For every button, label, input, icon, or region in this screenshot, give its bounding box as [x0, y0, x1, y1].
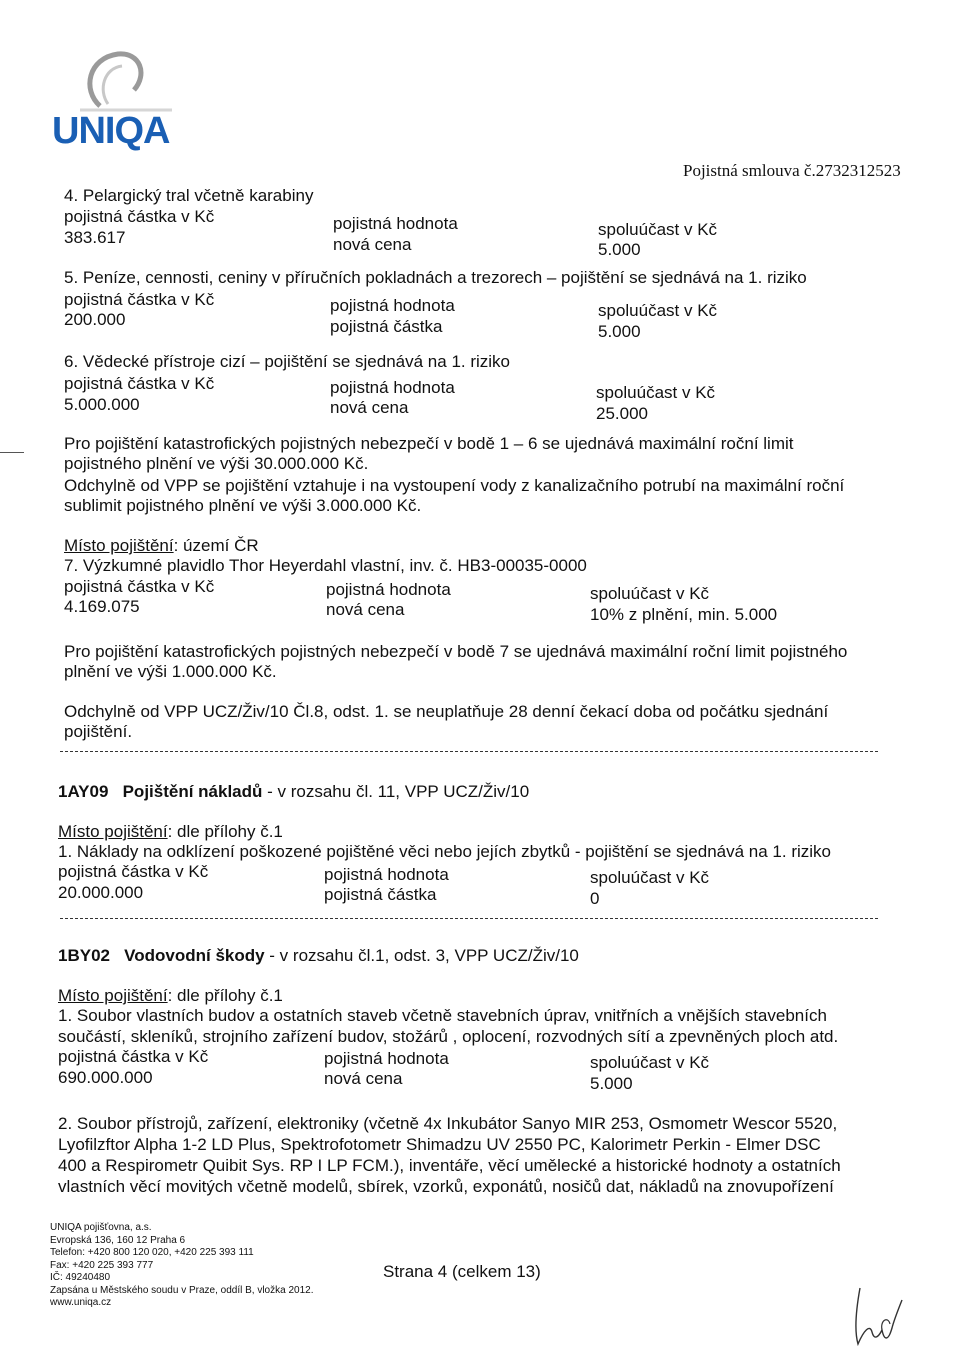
separator-2: [60, 918, 878, 919]
item-4-value-label: pojistná hodnota: [333, 214, 458, 233]
item-7-title: 7. Výzkumné plavidlo Thor Heyerdahl vlastní, inv. č. HB3-00035-0000: [64, 556, 587, 575]
page-number: Strana 4 (celkem 13): [383, 1262, 541, 1281]
place-of-insurance-label: Místo pojištění: [64, 536, 174, 555]
section-1ay09-deductible-value: 0: [590, 889, 600, 908]
item-4-value-value: nová cena: [333, 235, 412, 254]
section-1ay09-code: 1AY09: [58, 782, 109, 801]
item-4-sum-label: pojistná částka v Kč: [64, 207, 215, 226]
item-4-sum-value: 383.617: [64, 228, 126, 247]
uniqa-logo: [52, 40, 202, 152]
section-1by02-item-2-line-4: vlastních věcí movitých včetně modelů, sbírek, vzorků, exponátů, nosičů dat, nákladů na znovupořízení: [58, 1177, 834, 1196]
section-1by02-heading: [58, 946, 579, 966]
waiting-period-line-2: pojištění.: [64, 722, 133, 741]
footer-line: IČ: 49240480: [50, 1272, 111, 1283]
footer-company-info: [50, 1222, 314, 1310]
section-1by02-place: [58, 986, 283, 1006]
margin-mark: [0, 452, 24, 453]
catastrophe-limit-line-1: Pro pojištění katastrofických pojistných nebezpečí v bodě 1 – 6 se ujednává maximální roční limit: [64, 434, 794, 453]
item-7-deductible-value: 10% z plnění, min. 5.000: [590, 605, 778, 624]
footer-line: Zapsána u Městského soudu v Praze, oddíl B, vložka 2012.: [50, 1284, 314, 1296]
section-1by02-name: Vodovodní škody: [124, 946, 265, 965]
item-6-deductible-value: 25.000: [596, 404, 648, 423]
deviation-vpp-line-2: sublimit pojistného plnění ve výši 3.000.000 Kč.: [64, 496, 422, 515]
catastrophe-limit-line-2: pojistného plnění ve výši 30.000.000 Kč.: [64, 454, 369, 473]
section-1by02-deductible-value: 5.000: [590, 1074, 633, 1093]
section-1by02-scope: - v rozsahu čl.1, odst. 3, VPP UCZ/Živ/10: [264, 946, 579, 965]
item-5-deductible-value: 5.000: [598, 322, 641, 341]
section-1ay09-sum-label: pojistná částka v Kč: [58, 862, 209, 881]
item-6-title: 6. Vědecké přístroje cizí – pojištění se sjednává na 1. riziko: [64, 352, 511, 371]
deviation-vpp-line-1: Odchylně od VPP se pojištění vztahuje i na vystoupení vody z kanalizačního potrubí na maximální roční: [64, 476, 845, 495]
item-4-deductible-value: 5.000: [598, 240, 641, 259]
catastrophe-limit-7-line-1: Pro pojištění katastrofických pojistných nebezpečí v bodě 7 se ujednává maximální roční limit pojistného: [64, 642, 848, 661]
section-1by02-item-1-line-1: 1. Soubor vlastních budov a ostatních staveb včetně stavebních úprav, vnitřních a vnějších stavebních: [58, 1006, 827, 1025]
item-7-sum-label: pojistná částka v Kč: [64, 577, 215, 596]
section-1by02-sum-value: 690.000.000: [58, 1068, 153, 1087]
item-6-deductible-label: spoluúčast v Kč: [596, 383, 716, 402]
section-1by02-deductible-label: spoluúčast v Kč: [590, 1053, 710, 1072]
item-7-deductible-label: spoluúčast v Kč: [590, 584, 710, 603]
item-5-value-value: pojistná částka: [330, 317, 443, 336]
item-5-title: 5. Peníze, cennosti, ceniny v příručních pokladnách a trezorech – pojištění se sjednává na 1. riziko: [64, 268, 807, 287]
section-1by02-item-1-line-2: součástí, skleníků, strojního zařízení budov, stožárů , oplocení, rozvodných sítí a zpevněných ploch atd.: [58, 1027, 839, 1046]
footer-line: Evropská 136, 160 12 Praha 6: [50, 1234, 186, 1246]
footer-line: UNIQA pojišťovna, a.s.: [50, 1222, 152, 1233]
item-6-sum-value: 5.000.000: [64, 395, 140, 414]
section-1by02-value-value: nová cena: [324, 1069, 403, 1088]
catastrophe-limit-7-line-2: plnění ve výši 1.000.000 Kč.: [64, 662, 277, 681]
section-1by02-place-label: Místo pojištění: [58, 986, 168, 1005]
section-1ay09-place-label: Místo pojištění: [58, 822, 168, 841]
section-1ay09-scope: - v rozsahu čl. 11, VPP UCZ/Živ/10: [262, 782, 530, 801]
item-5-value-label: pojistná hodnota: [330, 296, 455, 315]
section-1ay09-heading: [58, 782, 529, 802]
footer-line: Telefon: +420 800 120 020, +420 225 393 111: [50, 1247, 254, 1258]
item-6-value-label: pojistná hodnota: [330, 378, 455, 397]
section-1ay09-name: Pojištění nákladů: [122, 782, 263, 801]
item-4-deductible-label: spoluúčast v Kč: [598, 220, 718, 239]
item-6-value-value: nová cena: [330, 398, 409, 417]
footer-line: Fax: +420 225 393 777: [50, 1259, 154, 1271]
section-1ay09-deductible-label: spoluúčast v Kč: [590, 868, 710, 887]
section-1ay09-place: [58, 822, 283, 842]
item-5-sum-value: 200.000: [64, 310, 126, 329]
section-1by02-value-label: pojistná hodnota: [324, 1049, 449, 1068]
item-5-deductible-label: spoluúčast v Kč: [598, 301, 718, 320]
section-1by02-item-2-line-1: 2. Soubor přístrojů, zařízení, elektroniky (včetně 4x Inkubátor Sanyo MIR 253, Osmometr Wescor 5520,: [58, 1114, 838, 1133]
section-1by02-item-2-line-3: 400 a Respirometr Quibit Sys. RP I LP FCM.), inventáře, věcí umělecké a historické hodnoty a ostatních: [58, 1156, 841, 1175]
item-7-value-label: pojistná hodnota: [326, 580, 451, 599]
footer-line: www.uniqa.cz: [50, 1297, 112, 1308]
section-1by02-sum-label: pojistná částka v Kč: [58, 1047, 209, 1066]
contract-number: Pojistná smlouva č.2732312523: [683, 161, 901, 180]
logo-emblem-icon: [52, 40, 202, 112]
section-1by02-code: 1BY02: [58, 946, 110, 965]
waiting-period-line-1: Odchylně od VPP UCZ/Živ/10 Čl.8, odst. 1. se neuplatňuje 28 denní čekací doba od počátku sjednání: [64, 702, 829, 721]
section-1ay09-value-value: pojistná částka: [324, 885, 437, 904]
brand-name: UNIQA: [52, 110, 170, 152]
section-1ay09-item-1-title: 1. Náklady na odklízení poškozené pojištěné věci nebo jejích zbytků - pojištění se sjednává na 1. riziko: [58, 842, 832, 861]
item-7-sum-value: 4.169.075: [64, 597, 140, 616]
section-1by02-place-value: : dle přílohy č.1: [167, 986, 283, 1005]
section-1ay09-sum-value: 20.000.000: [58, 883, 144, 902]
place-of-insurance-value: : území ČR: [173, 536, 259, 555]
item-4-title: 4. Pelargický tral včetně karabiny: [64, 186, 314, 205]
section-1by02-item-2-line-2: Lyofilzftor Alpha 1-2 LD Plus, Spektrofotometr Shimadzu UV 2550 PC, Kalorimetr Perkin - Elmer DSC: [58, 1135, 821, 1154]
place-of-insurance-1: [64, 536, 259, 556]
section-1ay09-place-value: : dle přílohy č.1: [167, 822, 283, 841]
separator-1: [60, 751, 878, 752]
handwritten-signature: [848, 1280, 908, 1350]
item-7-value-value: nová cena: [326, 600, 405, 619]
item-5-sum-label: pojistná částka v Kč: [64, 290, 215, 309]
section-1ay09-value-label: pojistná hodnota: [324, 865, 449, 884]
item-6-sum-label: pojistná částka v Kč: [64, 374, 215, 393]
